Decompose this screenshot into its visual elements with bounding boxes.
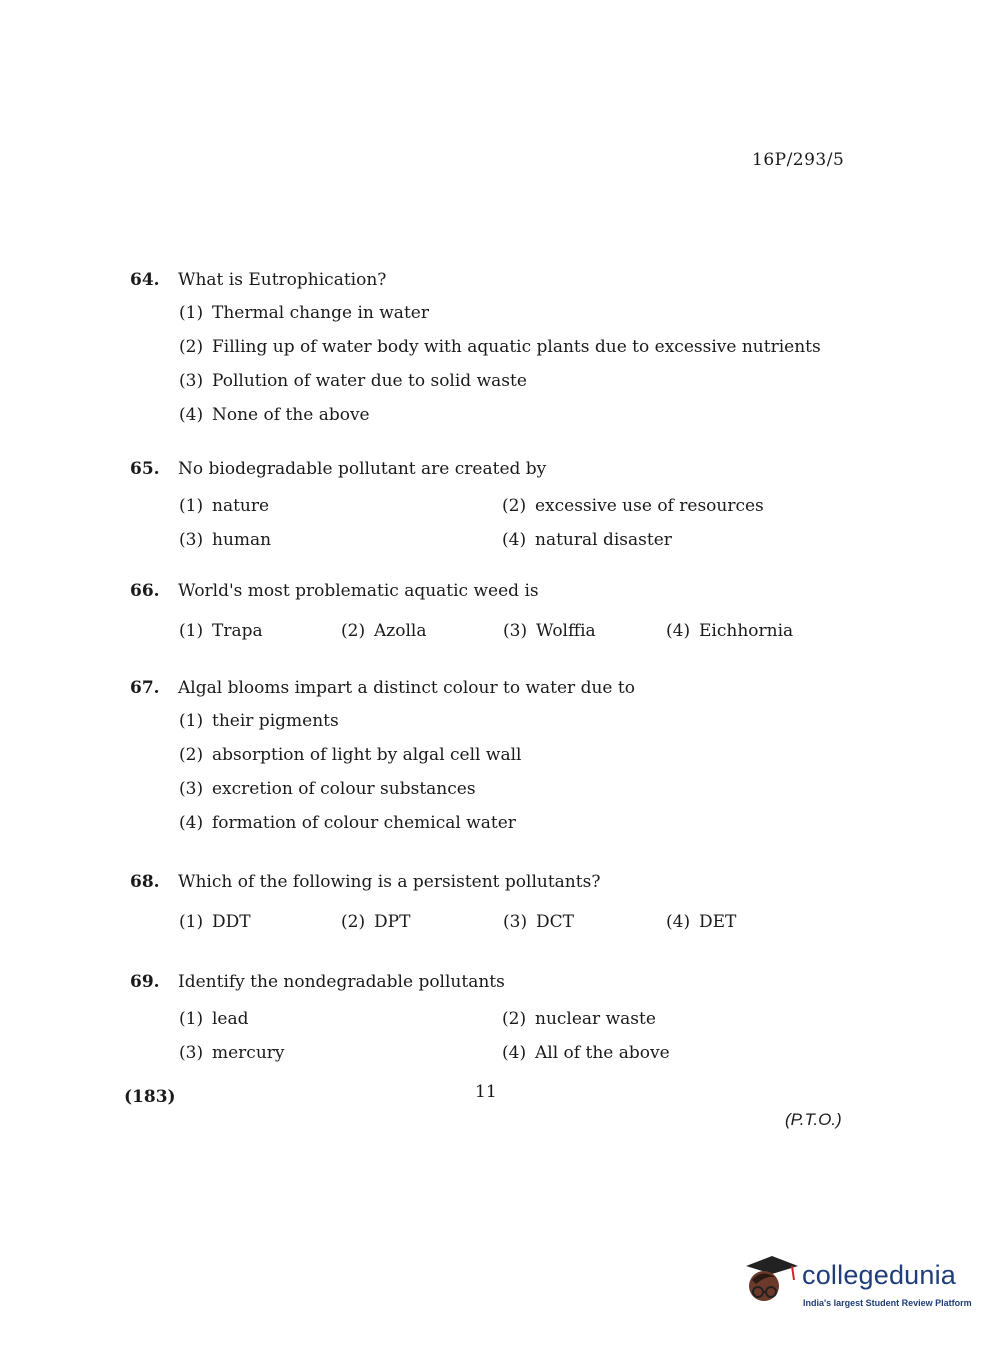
option[interactable]: (4) DET [666,912,737,932]
option[interactable]: (2) Azolla [341,621,427,641]
option[interactable]: (2) Filling up of water body with aquatic plants due to excessive nutrients [179,337,821,357]
option[interactable]: (2) DPT [341,912,411,932]
page-number: 11 [475,1082,497,1102]
option[interactable]: (3) Pollution of water due to solid waste [179,371,527,391]
question-number: 66. [130,581,160,601]
question-text: What is Eutrophication? [178,270,387,290]
option[interactable]: (2) nuclear waste [502,1009,656,1029]
booklet-code: (183) [124,1087,176,1107]
question-68 [130,870,850,934]
option[interactable]: (2) absorption of light by algal cell wall [179,745,522,765]
option[interactable]: (1) their pigments [179,711,339,731]
option[interactable]: (1) lead [179,1009,249,1029]
options-list [179,494,850,552]
question-text: Algal blooms impart a distinct colour to water due to [178,678,635,698]
brand-name: collegedunia [802,1260,957,1290]
option[interactable]: (3) human [179,530,272,550]
question-65 [130,457,850,552]
pto-note: (P.T.O.) [785,1110,842,1129]
question-text: Which of the following is a persistent pollutants? [178,872,601,892]
paper-code: 16P/293/5 [752,150,845,170]
options-list [179,301,850,427]
question-69 [130,970,850,1065]
option[interactable]: (1) DDT [179,912,251,932]
options-list [179,619,850,643]
mascot-icon [742,1252,800,1310]
option[interactable]: (1) Thermal change in water [179,303,429,323]
option[interactable]: (1) nature [179,496,270,516]
option[interactable]: (3) excretion of colour substances [179,779,476,799]
option[interactable]: (3) mercury [179,1043,285,1063]
question-text: World's most problematic aquatic weed is [178,581,539,601]
question-number: 67. [130,678,160,698]
question-66 [130,579,850,643]
question-number: 65. [130,459,160,479]
option[interactable]: (3) Wolffia [503,621,596,641]
option[interactable]: (4) Eichhornia [666,621,794,641]
question-number: 69. [130,972,160,992]
option[interactable]: (4) formation of colour chemical water [179,813,516,833]
option[interactable]: (4) All of the above [502,1043,670,1063]
option[interactable]: (2) excessive use of resources [502,496,764,516]
option[interactable]: (3) DCT [503,912,574,932]
options-list [179,1007,850,1065]
option[interactable]: (1) Trapa [179,621,263,641]
option[interactable]: (4) None of the above [179,405,370,425]
brand-tagline: India's largest Student Review Platform [803,1298,972,1308]
question-67 [130,676,850,845]
question-text: Identify the nondegradable pollutants [178,972,505,992]
options-list [179,910,850,934]
question-text: No biodegradable pollutant are created by [178,459,547,479]
question-64 [130,268,850,437]
watermark-logo [742,1252,982,1322]
question-number: 64. [130,270,160,290]
option[interactable]: (4) natural disaster [502,530,672,550]
options-list [179,709,850,835]
question-number: 68. [130,872,160,892]
